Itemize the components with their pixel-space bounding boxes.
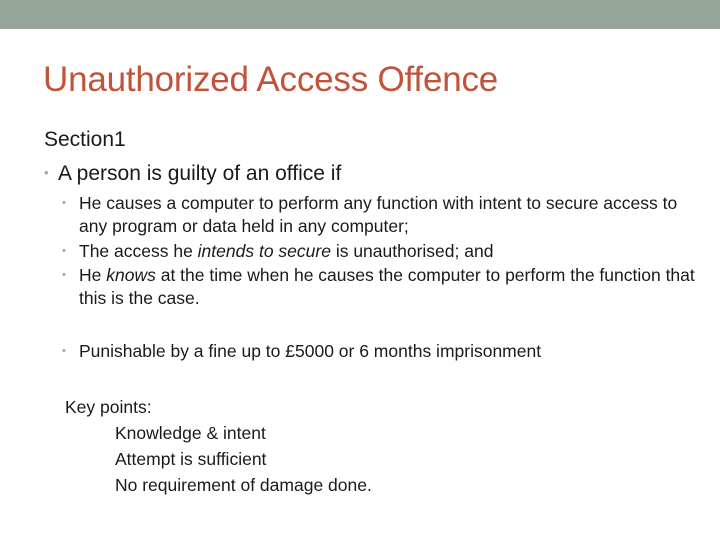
bullet-icon: • [62,345,66,357]
key-point-item: No requirement of damage done. [115,475,372,495]
sub-bullet-2 [62,240,702,263]
key-point-item: Knowledge & intent [115,423,266,443]
section-label: Section1 [44,128,126,151]
sub-bullet-text: Punishable by a fine up to £5000 or 6 months imprisonment [79,341,542,361]
key-points-heading: Key points: [65,397,152,417]
main-bullet-text: A person is guilty of an office if [58,162,342,185]
bullet-icon: • [62,269,66,281]
sub-bullet-text: He causes a computer to perform any function with intent to secure access to any program or data held in any computer; [79,193,678,236]
bullet-icon: • [62,245,66,257]
sub-bullet-1 [62,192,702,238]
key-point-item: Attempt is sufficient [115,449,267,469]
sub-bullet-3 [62,264,702,310]
main-bullet [44,162,341,186]
sub-bullet-text: He knows at the time when he causes the computer to perform the function that this is the case. [79,265,695,308]
key-points [65,394,372,498]
sub-bullet-text: The access he intends to secure is unauthorised; and [79,241,494,261]
bullet-icon: • [62,197,66,209]
sub-bullet-4 [62,340,702,363]
slide-top-bar [0,0,720,29]
slide-title: Unauthorized Access Offence [43,60,499,99]
bullet-icon: • [44,165,49,180]
